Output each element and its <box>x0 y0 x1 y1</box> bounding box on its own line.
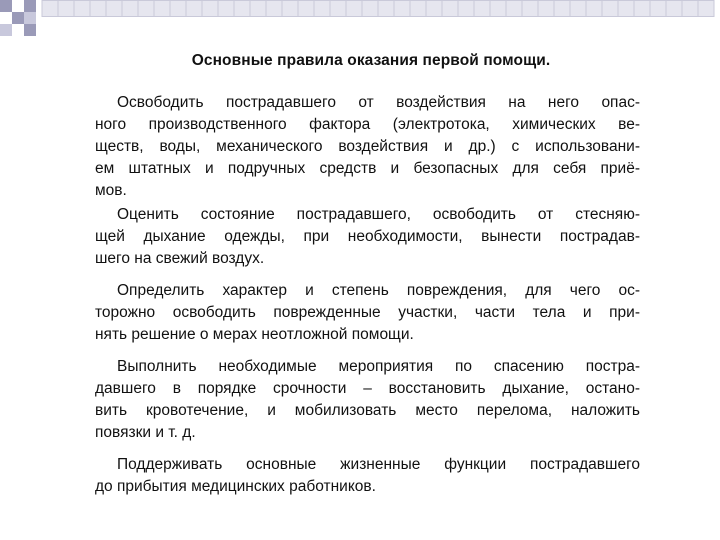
paragraph-line: ществ, воды, механического воздействия и др.) с использовани- <box>95 138 640 155</box>
checker-pattern-graphic <box>0 0 720 44</box>
paragraph-line: вить кровотечение, и мобилизовать место перелома, наложить <box>95 402 640 419</box>
paragraph-line: Поддерживать основные жизненные функции пострадавшего <box>117 456 640 473</box>
paragraph-line: Оценить состояние пострадавшего, освободить от стесняю- <box>117 206 640 223</box>
decorative-checker-strip <box>0 0 720 44</box>
paragraph-line: мов. <box>95 182 127 199</box>
paragraph-determine-injury <box>95 280 640 346</box>
paragraph-rescue-measures <box>95 356 640 444</box>
paragraph-line: ного производственного фактора (электротока, химических ве- <box>95 116 640 133</box>
paragraph-release-victim <box>95 92 640 202</box>
paragraph-line: Определить характер и степень повреждения, для чего ос- <box>117 282 640 299</box>
paragraph-line: ем штатных и подручных средств и безопасных для себя приё- <box>95 160 640 177</box>
paragraph-line: Освободить пострадавшего от воздействия на него опас- <box>117 94 640 111</box>
rules-list <box>95 92 640 500</box>
paragraph-line: до прибытия медицинских работников. <box>95 478 376 495</box>
paragraph-line: Выполнить необходимые мероприятия по спасению постра- <box>117 358 640 375</box>
paragraph-line: давшего в порядке срочности – восстановить дыхание, остано- <box>95 380 640 397</box>
paragraph-support-vital-functions <box>95 454 640 498</box>
paragraph-line: повязки и т. д. <box>95 424 196 441</box>
paragraph-line: торожно освободить поврежденные участки, части тела и при- <box>95 304 640 321</box>
paragraph-line: нять решение о мерах неотложной помощи. <box>95 326 414 343</box>
paragraph-line: щей дыхание одежды, при необходимости, вынести пострадав- <box>95 228 640 245</box>
paragraph-assess-condition <box>95 204 640 270</box>
page-title: Основные правила оказания первой помощи. <box>191 52 551 69</box>
paragraph-line: шего на свежий воздух. <box>95 250 265 267</box>
